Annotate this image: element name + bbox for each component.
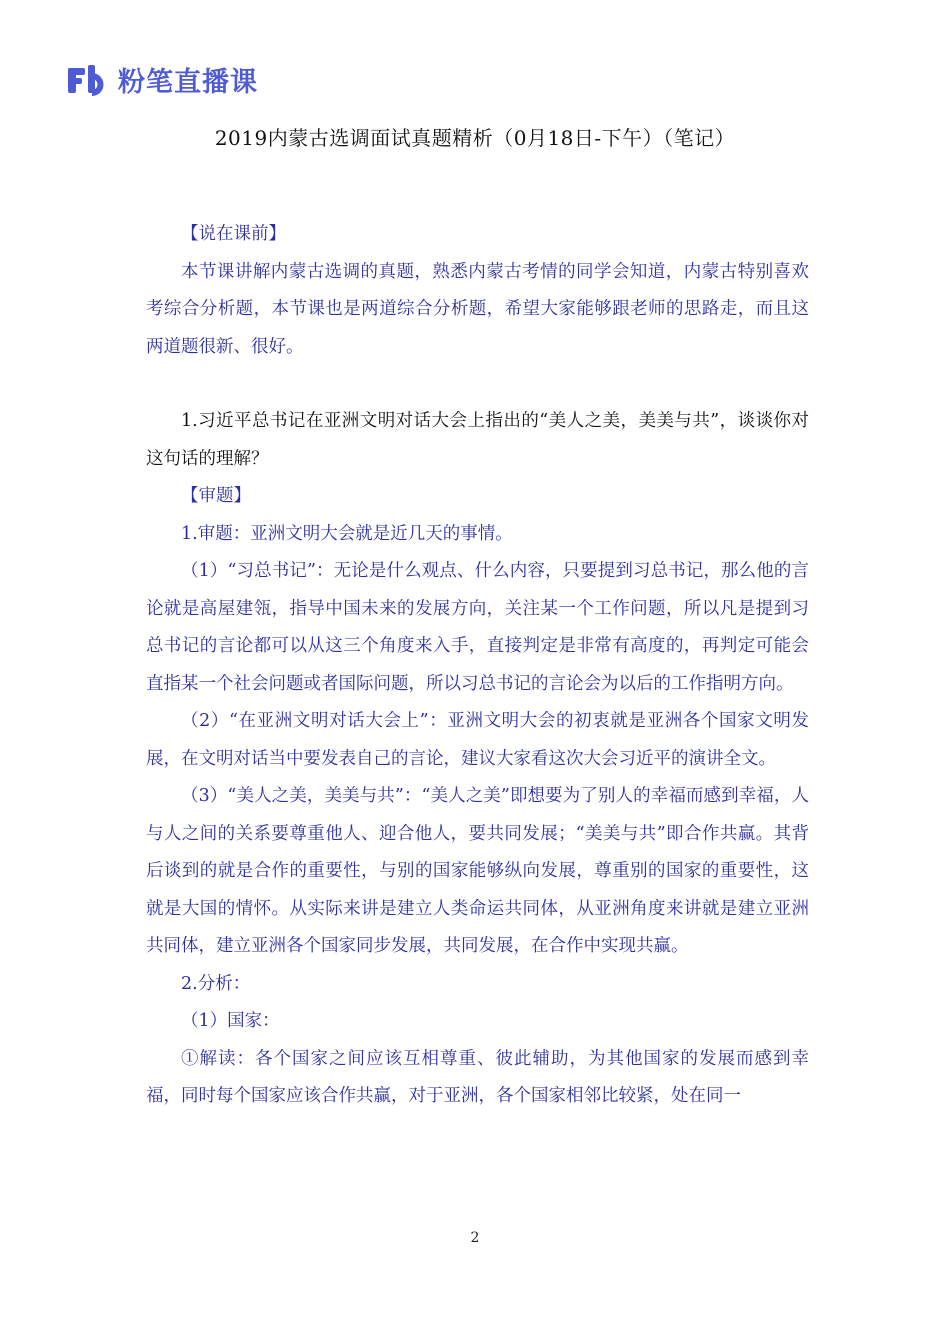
- paragraph-point-2: （2）“在亚洲文明对话大会上”：亚洲文明大会的初衷就是亚洲各个国家文明发展，在文明对话当中要发表自己的言论，建议大家看这次大会习近平的演讲全文。: [146, 711, 809, 769]
- section-heading-analysis: 2.分析：: [181, 973, 251, 994]
- paragraph-interpretation: ①解读：各个国家之间应该互相尊重、彼此辅助，为其他国家的发展而感到幸福，同时每个国家应该合作共赢，对于亚洲，各个国家相邻比较紧，处在同一: [146, 1048, 809, 1106]
- brand-name: 粉笔直播课: [118, 67, 258, 98]
- section-heading-intro: 【说在课前】: [181, 224, 286, 244]
- paragraph-intro: 本节课讲解内蒙古选调的真题，熟悉内蒙古考情的同学会知道，内蒙古特别喜欢考综合分析题，本节课也是两道综合分析题，希望大家能够跟老师的思路走，而且这两道题很新、很好。: [146, 261, 809, 357]
- paragraph-spacer: [146, 366, 809, 403]
- document-body: [146, 216, 809, 1116]
- question-1: 1.习近平总书记在亚洲文明对话大会上指出的“美人之美，美美与共”，谈谈你对这句话的理解？: [146, 411, 809, 469]
- paragraph-point-1: （1）“习总书记”：无论是什么观点、什么内容，只要提到习总书记，那么他的言论就是高屋建瓴，指导中国未来的发展方向，关注某一个工作问题，所以凡是提到习总书记的言论都可以从这三个角度来入手，直接判定是非常有高度的，再判定可能会直指某一个社会问题或者国际问题，所以习总书记的言论会为以后的工作指明方向。: [146, 561, 809, 694]
- subheading-country: （1）国家：: [181, 1011, 280, 1031]
- paragraph-review-summary: 1.审题：亚洲文明大会就是近几天的事情。: [181, 523, 513, 544]
- page-number: 2: [470, 1230, 480, 1246]
- fb-logo-icon: [66, 63, 110, 97]
- brand-logo: [66, 60, 258, 99]
- document-title: 2019内蒙古选调面试真题精析（0月18日-下午）（笔记）: [214, 126, 736, 150]
- paragraph-point-3: （3）“美人之美，美美与共”：“美人之美”即想要为了别人的幸福而感到幸福，人与人之间的关系要尊重他人、迎合他人，要共同发展；“美美与共”即合作共赢。其背后谈到的就是合作的重要性，与别的国家能够纵向发展，尊重别的国家的重要性，这就是大国的情怀。从实际来讲是建立人类命运共同体，从亚洲角度来讲就是建立亚洲共同体，建立亚洲各个国家同步发展，共同发展，在合作中实现共赢。: [146, 786, 809, 956]
- section-heading-review: 【审题】: [181, 486, 251, 506]
